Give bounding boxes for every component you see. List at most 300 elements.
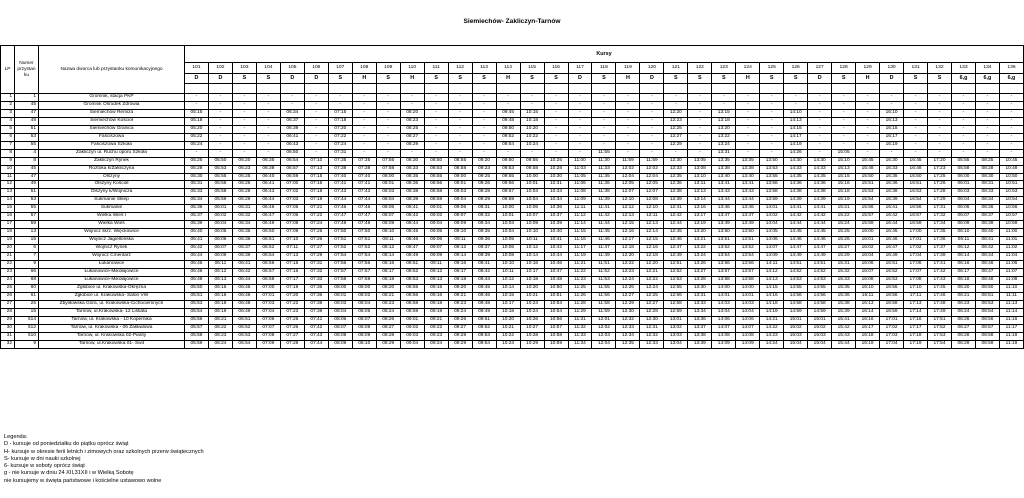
departure-time-cell: 17:10 — [904, 284, 928, 292]
course-type: H — [616, 74, 640, 84]
departure-time-cell: 15:43 — [832, 332, 856, 340]
departure-time-cell: 14:06 — [760, 237, 784, 245]
departure-time-cell: 07:58 — [376, 165, 400, 173]
departure-time-cell: 13:35 — [736, 157, 760, 165]
departure-time-cell: - — [232, 125, 256, 133]
departure-time-cell: 14:53 — [784, 276, 808, 284]
departure-time-cell: 08:54 — [975, 308, 999, 316]
departure-time-cell: 06:43 — [280, 141, 304, 149]
departure-time-cell: - — [592, 109, 616, 117]
row-stop-name: Wielka Wieś — [39, 221, 185, 229]
courses-header: Kursy — [185, 46, 1024, 63]
departure-time-cell: 12:25 — [664, 125, 688, 133]
departure-time-cell: 14:19 — [760, 308, 784, 316]
departure-time-cell: 15:53 — [856, 189, 880, 197]
departure-time-cell: 10:29 — [520, 340, 544, 348]
departure-time-cell: 07:32 — [304, 268, 328, 276]
departure-time-cell: 08:53 — [400, 276, 424, 284]
departure-time-cell: - — [616, 117, 640, 125]
departure-time-cell: 06:52 — [232, 324, 256, 332]
departure-time-cell: 06:15 — [208, 284, 232, 292]
departure-time-cell: - — [808, 125, 832, 133]
departure-time-cell: 08:03 — [376, 189, 400, 197]
row-stop-number: 55 — [15, 141, 39, 149]
departure-time-cell: 12:42 — [664, 213, 688, 221]
departure-time-cell: 16:15 — [880, 125, 904, 133]
departure-time-cell: 07:38 — [304, 300, 328, 308]
departure-time-cell: 06:39 — [280, 125, 304, 133]
departure-time-cell: 06:13 — [208, 276, 232, 284]
row-stop-name: Faściszowa — [39, 133, 185, 141]
departure-time-cell: 14:24 — [760, 340, 784, 348]
course-type: S — [448, 74, 472, 84]
departure-time-cell: 06:54 — [280, 157, 304, 165]
row-lp: 11 — [1, 173, 15, 181]
departure-time-cell: 09:48 — [472, 300, 496, 308]
departure-time-cell: 05:20 — [185, 125, 209, 133]
departure-time-cell: - — [568, 117, 592, 125]
departure-time-cell: 08:14 — [376, 253, 400, 261]
row-stop-number: 7 — [15, 253, 39, 261]
departure-time-cell: - — [448, 141, 472, 149]
row-lp: 27 — [1, 300, 15, 308]
departure-time-cell: 16:48 — [904, 165, 928, 173]
departure-time-cell: 16:10 — [880, 109, 904, 117]
departure-time-cell: 13:05 — [688, 157, 712, 165]
departure-time-cell: 14:11 — [760, 261, 784, 269]
departure-time-cell: 08:07 — [376, 213, 400, 221]
departure-time-cell: 07:50 — [352, 229, 376, 237]
departure-time-cell: 12:10 — [616, 197, 640, 205]
departure-time-cell: 14:46 — [808, 237, 832, 245]
departure-time-cell: 08:55 — [400, 284, 424, 292]
header-spacer-cell — [688, 84, 712, 94]
departure-time-cell: 13:10 — [688, 173, 712, 181]
departure-time-cell: 12:33 — [616, 324, 640, 332]
departure-time-cell: 12:55 — [664, 284, 688, 292]
departure-time-cell: 10:37 — [544, 213, 568, 221]
departure-time-cell: 07:38 — [328, 165, 352, 173]
departure-time-cell: - — [185, 101, 209, 109]
departure-time-cell: 07:31 — [328, 149, 352, 157]
departure-time-cell: 15:03 — [784, 332, 808, 340]
row-stop-name: Łukanowice-Mikołajówice — [39, 276, 185, 284]
departure-time-cell: - — [232, 101, 256, 109]
departure-time-cell: 08:10 — [352, 340, 376, 348]
departure-time-cell: 06:50 — [280, 149, 304, 157]
departure-time-cell: 05:42 — [185, 245, 209, 253]
departure-time-cell: 12:59 — [664, 308, 688, 316]
departure-time-cell: 08:25 — [400, 125, 424, 133]
departure-time-cell: 05:55 — [952, 157, 976, 165]
departure-time-cell: - — [640, 109, 664, 117]
departure-time-cell: - — [208, 94, 232, 102]
course-number: 134 — [975, 63, 999, 74]
departure-time-cell: 11:22 — [568, 268, 592, 276]
departure-time-cell: 09:10 — [448, 229, 472, 237]
departure-time-cell: 06:29 — [232, 197, 256, 205]
course-number: 102 — [208, 63, 232, 74]
departure-time-cell: 08:27 — [400, 133, 424, 141]
departure-time-cell: 17:28 — [928, 189, 952, 197]
departure-time-cell: - — [640, 141, 664, 149]
departure-time-cell: 12:18 — [640, 253, 664, 261]
departure-time-cell: 06:16 — [952, 261, 976, 269]
departure-time-cell: - — [280, 94, 304, 102]
departure-time-cell: 16:16 — [856, 316, 880, 324]
departure-time-cell: 14:59 — [808, 308, 832, 316]
departure-time-cell: 09:34 — [472, 221, 496, 229]
departure-time-cell: - — [448, 94, 472, 102]
departure-time-cell: 06:18 — [952, 276, 976, 284]
departure-time-cell: 07:27 — [304, 245, 328, 253]
departure-time-cell: - — [928, 141, 952, 149]
departure-time-cell: 11:45 — [592, 229, 616, 237]
departure-time-cell: - — [736, 117, 760, 125]
departure-time-cell: 17:34 — [928, 221, 952, 229]
departure-time-cell: 09:58 — [520, 165, 544, 173]
departure-time-cell: - — [999, 117, 1023, 125]
course-type: S — [328, 74, 352, 84]
departure-time-cell: 07:22 — [304, 213, 328, 221]
departure-time-cell: 11:47 — [592, 245, 616, 253]
departure-time-cell: 14:47 — [808, 245, 832, 253]
departure-time-cell: 06:12 — [952, 245, 976, 253]
departure-time-cell: 17:00 — [904, 229, 928, 237]
departure-time-cell: - — [904, 133, 928, 141]
course-number: 117 — [568, 63, 592, 74]
departure-time-cell: 11:51 — [592, 261, 616, 269]
departure-time-cell: 15:36 — [832, 292, 856, 300]
departure-time-cell: 15:39 — [832, 308, 856, 316]
departure-time-cell: 09:23 — [424, 332, 448, 340]
departure-time-cell: 06:35 — [256, 157, 280, 165]
course-number: 126 — [784, 63, 808, 74]
departure-time-cell: 17:46 — [928, 292, 952, 300]
departure-time-cell: 14:49 — [784, 253, 808, 261]
departure-time-cell: 09:26 — [472, 181, 496, 189]
departure-time-cell: - — [736, 141, 760, 149]
departure-time-cell: 08:55 — [448, 157, 472, 165]
departure-time-cell: 08:45 — [400, 229, 424, 237]
departure-time-cell: - — [664, 149, 688, 157]
course-number: 115 — [520, 63, 544, 74]
departure-time-cell: 11:59 — [592, 308, 616, 316]
departure-time-cell: 06:49 — [232, 308, 256, 316]
departure-time-cell: 07:44 — [352, 197, 376, 205]
departure-time-cell: 13:38 — [688, 332, 712, 340]
departure-time-cell: 15:33 — [832, 276, 856, 284]
departure-time-cell: 08:36 — [975, 205, 999, 213]
departure-time-cell: 12:36 — [664, 181, 688, 189]
departure-time-cell: - — [376, 149, 400, 157]
departure-time-cell: 14:41 — [784, 205, 808, 213]
departure-time-cell: 09:55 — [520, 157, 544, 165]
departure-time-cell: 11:18 — [999, 332, 1023, 340]
departure-time-cell: 13:13 — [688, 189, 712, 197]
departure-time-cell: - — [424, 149, 448, 157]
departure-time-cell: 07:41 — [352, 181, 376, 189]
departure-time-cell: 17:17 — [904, 324, 928, 332]
departure-time-cell: 13:08 — [688, 165, 712, 173]
departure-time-cell: - — [232, 94, 256, 102]
departure-time-cell: 10:51 — [544, 292, 568, 300]
departure-time-cell: 09:59 — [496, 197, 520, 205]
departure-time-cell: - — [856, 125, 880, 133]
departure-time-cell: 14:19 — [784, 141, 808, 149]
departure-time-cell: 10:25 — [544, 157, 568, 165]
departure-time-cell: 11:44 — [592, 221, 616, 229]
course-number: 104 — [256, 63, 280, 74]
departure-time-cell: 13:43 — [712, 189, 736, 197]
table-row — [1, 300, 1024, 308]
departure-time-cell: 07:06 — [280, 213, 304, 221]
departure-time-cell: 14:13 — [784, 117, 808, 125]
departure-time-cell: 07:26 — [304, 237, 328, 245]
row-stop-number: 53 — [15, 197, 39, 205]
departure-time-cell: 06:22 — [208, 324, 232, 332]
departure-time-cell: 07:56 — [328, 261, 352, 269]
header-spacer-cell — [640, 84, 664, 94]
departure-time-cell: - — [424, 109, 448, 117]
course-number: 113 — [472, 63, 496, 74]
departure-time-cell: 10:00 — [520, 173, 544, 181]
departure-time-cell: 07:04 — [256, 308, 280, 316]
course-number: 103 — [232, 63, 256, 74]
departure-time-cell: 07:54 — [352, 253, 376, 261]
departure-time-cell: 13:46 — [712, 205, 736, 213]
departure-time-cell: 14:15 — [784, 125, 808, 133]
departure-time-cell: - — [352, 149, 376, 157]
departure-time-cell: 15:41 — [832, 316, 856, 324]
departure-time-cell: - — [928, 109, 952, 117]
departure-time-cell: 16:13 — [880, 117, 904, 125]
departure-time-cell: 12:05 — [640, 181, 664, 189]
departure-time-cell: 06:04 — [208, 221, 232, 229]
departure-time-cell: - — [544, 141, 568, 149]
departure-time-cell: 17:35 — [928, 229, 952, 237]
header-spacer-cell — [832, 84, 856, 94]
departure-time-cell: 14:42 — [784, 213, 808, 221]
departure-time-cell: 17:53 — [928, 332, 952, 340]
departure-time-cell: 11:00 — [568, 157, 592, 165]
course-type: 6,g — [952, 74, 976, 84]
departure-time-cell: 12:52 — [664, 268, 688, 276]
departure-time-cell: 13:52 — [736, 245, 760, 253]
departure-time-cell: 05:56 — [208, 181, 232, 189]
departure-time-cell: 08:04 — [376, 197, 400, 205]
departure-time-cell: 09:11 — [424, 261, 448, 269]
departure-time-cell: 16:52 — [880, 268, 904, 276]
course-number: 133 — [952, 63, 976, 74]
departure-time-cell: 11:15 — [568, 229, 592, 237]
departure-time-cell: 16:54 — [904, 197, 928, 205]
departure-time-cell: 09:05 — [424, 229, 448, 237]
departure-time-cell: 13:27 — [688, 268, 712, 276]
departure-time-cell: 06:43 — [256, 189, 280, 197]
course-number: 112 — [448, 63, 472, 74]
row-stop-number: 8 — [15, 157, 39, 165]
departure-time-cell: 08:31 — [975, 181, 999, 189]
departure-time-cell: 09:13 — [424, 276, 448, 284]
departure-time-cell: - — [568, 94, 592, 102]
departure-time-cell: 07:00 — [256, 284, 280, 292]
table-row — [1, 117, 1024, 125]
departure-time-cell: - — [999, 101, 1023, 109]
header-spacer-cell — [904, 84, 928, 94]
departure-time-cell: 08:50 — [975, 284, 999, 292]
departure-time-cell: 14:07 — [760, 245, 784, 253]
departure-time-cell: 14:09 — [760, 253, 784, 261]
departure-time-cell: 07:10 — [304, 157, 328, 165]
departure-time-cell: 10:17 — [520, 268, 544, 276]
departure-time-cell: 13:59 — [760, 197, 784, 205]
row-stop-name: Gromnik, stacja PKP — [39, 94, 185, 102]
departure-time-cell: 06:47 — [256, 213, 280, 221]
departure-time-cell: 15:19 — [832, 197, 856, 205]
departure-time-cell: 11:52 — [592, 268, 616, 276]
departure-time-cell: 07:23 — [280, 308, 304, 316]
departure-time-cell: - — [256, 141, 280, 149]
departure-time-cell: 07:42 — [304, 324, 328, 332]
departure-time-cell: 10:12 — [496, 276, 520, 284]
departure-time-cell: 14:56 — [784, 292, 808, 300]
header-spacer-cell — [352, 84, 376, 94]
table-row — [1, 133, 1024, 141]
departure-time-cell: - — [520, 149, 544, 157]
departure-time-cell: 06:37 — [232, 245, 256, 253]
row-stop-name: Tarnów, ul.Krakowska- 12 Listiata — [39, 308, 185, 316]
departure-time-cell: 14:00 — [712, 284, 736, 292]
departure-time-cell: 08:25 — [975, 157, 999, 165]
table-row — [1, 229, 1024, 237]
course-number: 132 — [928, 63, 952, 74]
departure-time-cell: 07:16 — [280, 268, 304, 276]
departure-time-cell: 10:06 — [520, 205, 544, 213]
departure-time-cell: 07:43 — [304, 332, 328, 340]
departure-time-cell: 14:30 — [808, 157, 832, 165]
row-stop-number: 510 — [15, 332, 39, 340]
departure-time-cell: 09:06 — [424, 237, 448, 245]
course-number: 114 — [496, 63, 520, 74]
departure-time-cell: 08:37 — [975, 213, 999, 221]
departure-time-cell: 10:58 — [544, 332, 568, 340]
departure-time-cell: 15:56 — [856, 205, 880, 213]
header-spacer-cell — [496, 84, 520, 94]
departure-time-cell: 07:29 — [304, 253, 328, 261]
departure-time-cell: - — [736, 125, 760, 133]
departure-time-cell: 09:52 — [472, 324, 496, 332]
departure-time-cell: - — [544, 101, 568, 109]
departure-time-cell: 07:35 — [352, 157, 376, 165]
departure-time-cell: 08:58 — [400, 300, 424, 308]
departure-time-cell: 14:22 — [760, 324, 784, 332]
row-lp: 22 — [1, 261, 15, 269]
departure-time-cell: 09:26 — [448, 316, 472, 324]
course-type: 6,g — [975, 74, 999, 84]
departure-time-cell: 09:37 — [472, 245, 496, 253]
departure-time-cell: - — [904, 94, 928, 102]
departure-time-cell: 07:35 — [304, 284, 328, 292]
departure-time-cell: 17:48 — [928, 300, 952, 308]
departure-time-cell: 15:04 — [784, 340, 808, 348]
departure-time-cell: 08:07 — [352, 316, 376, 324]
departure-time-cell: 15:57 — [856, 213, 880, 221]
departure-time-cell: 10:07 — [520, 213, 544, 221]
departure-time-cell: 16:53 — [880, 276, 904, 284]
departure-time-cell: 12:13 — [640, 221, 664, 229]
departure-time-cell: 07:49 — [328, 221, 352, 229]
departure-time-cell: - — [975, 125, 999, 133]
departure-time-cell: 09:20 — [448, 284, 472, 292]
departure-time-cell: 06:54 — [232, 340, 256, 348]
departure-time-cell: 07:55 — [376, 157, 400, 165]
departure-time-cell: 15:18 — [832, 189, 856, 197]
departure-time-cell: 13:14 — [688, 197, 712, 205]
departure-time-cell: 06:28 — [232, 189, 256, 197]
row-stop-name: Siemiechów Remiza — [39, 109, 185, 117]
departure-time-cell: 06:05 — [208, 229, 232, 237]
departure-time-cell: 07:03 — [280, 197, 304, 205]
departure-time-cell: 14:51 — [784, 261, 808, 269]
departure-time-cell: - — [424, 133, 448, 141]
departure-time-cell: - — [256, 149, 280, 157]
course-type: H — [400, 74, 424, 84]
departure-time-cell: 07:47 — [328, 213, 352, 221]
departure-time-cell: 09:12 — [424, 268, 448, 276]
header-spacer-cell — [472, 84, 496, 94]
departure-time-cell: 08:41 — [400, 205, 424, 213]
departure-time-cell: 07:17 — [280, 276, 304, 284]
departure-time-cell: 08:40 — [975, 229, 999, 237]
table-row — [1, 253, 1024, 261]
row-stop-number: 9 — [15, 340, 39, 348]
departure-time-cell: - — [304, 117, 328, 125]
departure-time-cell: 13:36 — [688, 316, 712, 324]
departure-time-cell: 06:31 — [232, 205, 256, 213]
departure-time-cell: 11:31 — [568, 316, 592, 324]
departure-time-cell: 13:31 — [712, 149, 736, 157]
departure-time-cell: 09:12 — [448, 245, 472, 253]
departure-time-cell: - — [496, 149, 520, 157]
departure-time-cell: 15:05 — [832, 149, 856, 157]
departure-time-cell: - — [640, 101, 664, 109]
row-stop-name: Wojnicz Cmentarz — [39, 253, 185, 261]
departure-time-cell: 17:39 — [928, 253, 952, 261]
departure-time-cell: 13:56 — [712, 261, 736, 269]
departure-time-cell: 13:40 — [736, 173, 760, 181]
departure-time-cell: - — [640, 149, 664, 157]
departure-time-cell: 11:06 — [999, 261, 1023, 269]
departure-time-cell: - — [808, 133, 832, 141]
departure-time-cell: 08:17 — [376, 268, 400, 276]
departure-time-cell: 13:15 — [712, 109, 736, 117]
row-lp: 14 — [1, 197, 15, 205]
departure-time-cell: 14:30 — [784, 157, 808, 165]
departure-time-cell: - — [975, 141, 999, 149]
row-stop-number: 51 — [15, 125, 39, 133]
departure-time-cell: - — [400, 101, 424, 109]
departure-time-cell: 06:42 — [232, 268, 256, 276]
departure-time-cell: - — [736, 109, 760, 117]
departure-time-cell: - — [640, 133, 664, 141]
departure-time-cell: 12:07 — [616, 189, 640, 197]
departure-time-cell: 09:53 — [496, 165, 520, 173]
table-row — [1, 332, 1024, 340]
departure-time-cell: 09:54 — [496, 141, 520, 149]
departure-time-cell: 14:59 — [784, 308, 808, 316]
departure-time-cell: - — [472, 109, 496, 117]
